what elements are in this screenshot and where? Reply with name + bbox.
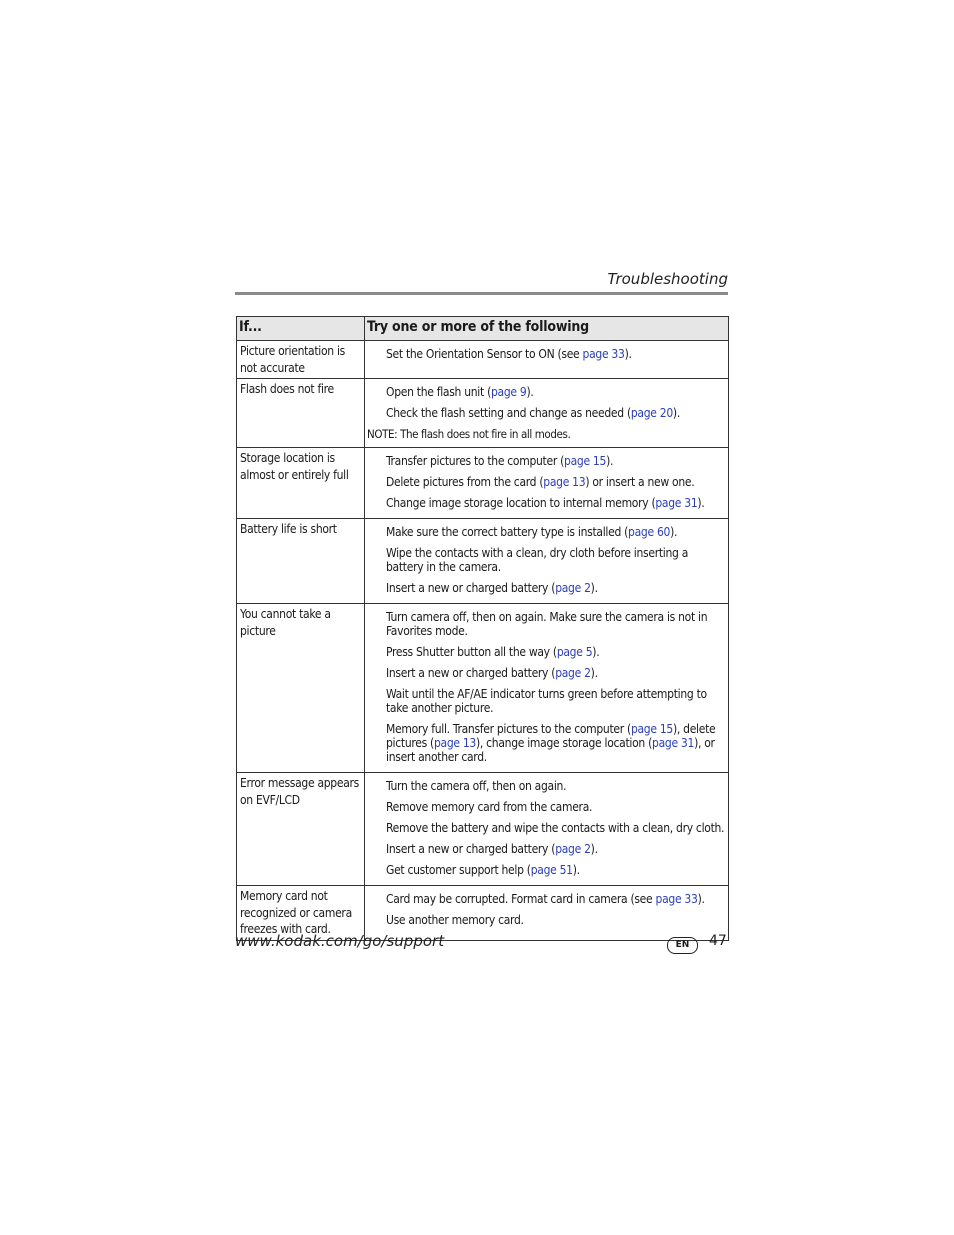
table-row <box>237 773 729 886</box>
solution-text: ), or insert another card. <box>386 736 715 764</box>
solution-text: Remove memory card from the camera. <box>386 800 593 814</box>
page-link[interactable]: page 31 <box>652 736 695 750</box>
solution-text: ). <box>572 863 580 877</box>
solution-item <box>365 525 726 539</box>
solution-text: ). <box>624 347 632 361</box>
table-row <box>237 519 729 604</box>
solution-text: ), change image storage location ( <box>476 736 653 750</box>
solution-item <box>365 546 726 574</box>
solution-text: ). <box>590 581 598 595</box>
note-text: NOTE: The flash does not fire in all modes. <box>367 427 571 441</box>
page-link[interactable]: page 2 <box>555 581 591 595</box>
solution-item <box>365 385 726 399</box>
solution-item <box>365 779 726 793</box>
solution-text: Turn camera off, then on again. Make sure the camera is not in Favorites mode. <box>386 610 708 638</box>
solution-text: Delete pictures from the card ( <box>386 475 544 489</box>
solution-item <box>365 687 726 715</box>
solution-text: Wait until the AF/AE indicator turns green before attempting to take another picture. <box>386 687 707 715</box>
solution-text: ). <box>697 892 705 906</box>
condition-cell: Error message appears on EVF/LCD <box>237 773 365 886</box>
page-link[interactable]: page 5 <box>556 645 593 659</box>
solution-item <box>365 800 726 814</box>
solution-item <box>365 913 726 927</box>
solution-text: Insert a new or charged battery ( <box>386 581 556 595</box>
table-header-row <box>237 317 729 341</box>
condition-cell: Battery life is short <box>237 519 365 604</box>
column-header-try: Try one or more of the following <box>365 317 729 341</box>
solution-text: Card may be corrupted. Format card in camera (see <box>386 892 656 906</box>
solution-text: ). <box>592 645 600 659</box>
page-link[interactable]: page 13 <box>433 736 476 750</box>
solution-text: ). <box>697 496 705 510</box>
solution-text: Insert a new or charged battery ( <box>386 666 556 680</box>
solution-item <box>365 347 726 361</box>
condition-cell: You cannot take a picture <box>237 604 365 773</box>
solution-text: ). <box>526 385 534 399</box>
page-link[interactable]: page 31 <box>655 496 698 510</box>
solution-text: Wipe the contacts with a clean, dry cloth before inserting a battery in the camera. <box>386 546 689 574</box>
header-rule <box>235 292 728 295</box>
solution-item <box>365 454 726 468</box>
solution-text: ). <box>590 842 598 856</box>
solution-item <box>365 610 726 638</box>
solutions-cell <box>365 604 729 773</box>
solution-text: ). <box>670 525 678 539</box>
condition-cell: Picture orientation is not accurate <box>237 341 365 379</box>
solutions-cell <box>365 341 729 379</box>
solution-text: Open the flash unit ( <box>386 385 491 399</box>
solution-text: Transfer pictures to the computer ( <box>386 454 565 468</box>
solution-text: Get customer support help ( <box>386 863 531 877</box>
page-link[interactable]: page 51 <box>530 863 573 877</box>
section-title: Troubleshooting <box>607 270 728 288</box>
solution-text: Make sure the correct battery type is installed ( <box>386 525 629 539</box>
page-link[interactable]: page 20 <box>630 406 673 420</box>
condition-cell: Storage location is almost or entirely full <box>237 448 365 519</box>
column-header-if: If... <box>237 317 365 341</box>
solution-text: Change image storage location to internal memory ( <box>386 496 656 510</box>
solutions-cell <box>365 519 729 604</box>
page-link[interactable]: page 15 <box>564 454 607 468</box>
solution-text: Set the Orientation Sensor to ON (see <box>386 347 583 361</box>
page-link[interactable]: page 2 <box>555 842 591 856</box>
solutions-cell <box>365 379 729 448</box>
table-row <box>237 379 729 448</box>
language-badge: EN <box>667 937 698 954</box>
page-link[interactable]: page 60 <box>628 525 671 539</box>
page-number: 47 <box>709 933 727 949</box>
solution-item <box>365 496 726 510</box>
solution-text: Check the flash setting and change as needed ( <box>386 406 631 420</box>
page-link[interactable]: page 33 <box>582 347 625 361</box>
solution-text: Use another memory card. <box>386 913 524 927</box>
solution-text: Remove the battery and wipe the contacts with a clean, dry cloth. <box>386 821 725 835</box>
solution-item <box>365 821 726 835</box>
solution-text: ). <box>606 454 614 468</box>
solution-item <box>365 892 726 906</box>
table-row <box>237 448 729 519</box>
solution-text: ), delete pictures ( <box>386 722 716 750</box>
solution-text: Memory full. Transfer pictures to the computer ( <box>386 722 631 736</box>
table-row <box>237 341 729 379</box>
solution-item <box>365 406 726 420</box>
solution-item <box>365 842 726 856</box>
troubleshooting-table <box>236 316 729 941</box>
solution-item <box>365 581 726 595</box>
solution-item <box>365 863 726 877</box>
solutions-cell <box>365 448 729 519</box>
page-link[interactable]: page 2 <box>555 666 591 680</box>
solution-item <box>365 475 726 489</box>
solution-text: ). <box>590 666 598 680</box>
solution-item <box>365 722 726 764</box>
solution-text: Insert a new or charged battery ( <box>386 842 556 856</box>
condition-cell: Flash does not fire <box>237 379 365 448</box>
table-row <box>237 604 729 773</box>
page-link[interactable]: page 13 <box>543 475 586 489</box>
condition-cell: Memory card not recognized or camera freezes with card. <box>237 886 365 941</box>
page-link[interactable]: page 9 <box>490 385 527 399</box>
support-url-link[interactable]: www.kodak.com/go/support <box>235 932 445 950</box>
page-link[interactable]: page 33 <box>655 892 698 906</box>
solution-text: Press Shutter button all the way ( <box>386 645 557 659</box>
solution-text: Turn the camera off, then on again. <box>386 779 567 793</box>
page-link[interactable]: page 15 <box>630 722 673 736</box>
solution-item <box>365 666 726 680</box>
solutions-cell <box>365 773 729 886</box>
solution-item <box>365 645 726 659</box>
solution-text: ). <box>672 406 680 420</box>
solution-text: ) or insert a new one. <box>585 475 695 489</box>
